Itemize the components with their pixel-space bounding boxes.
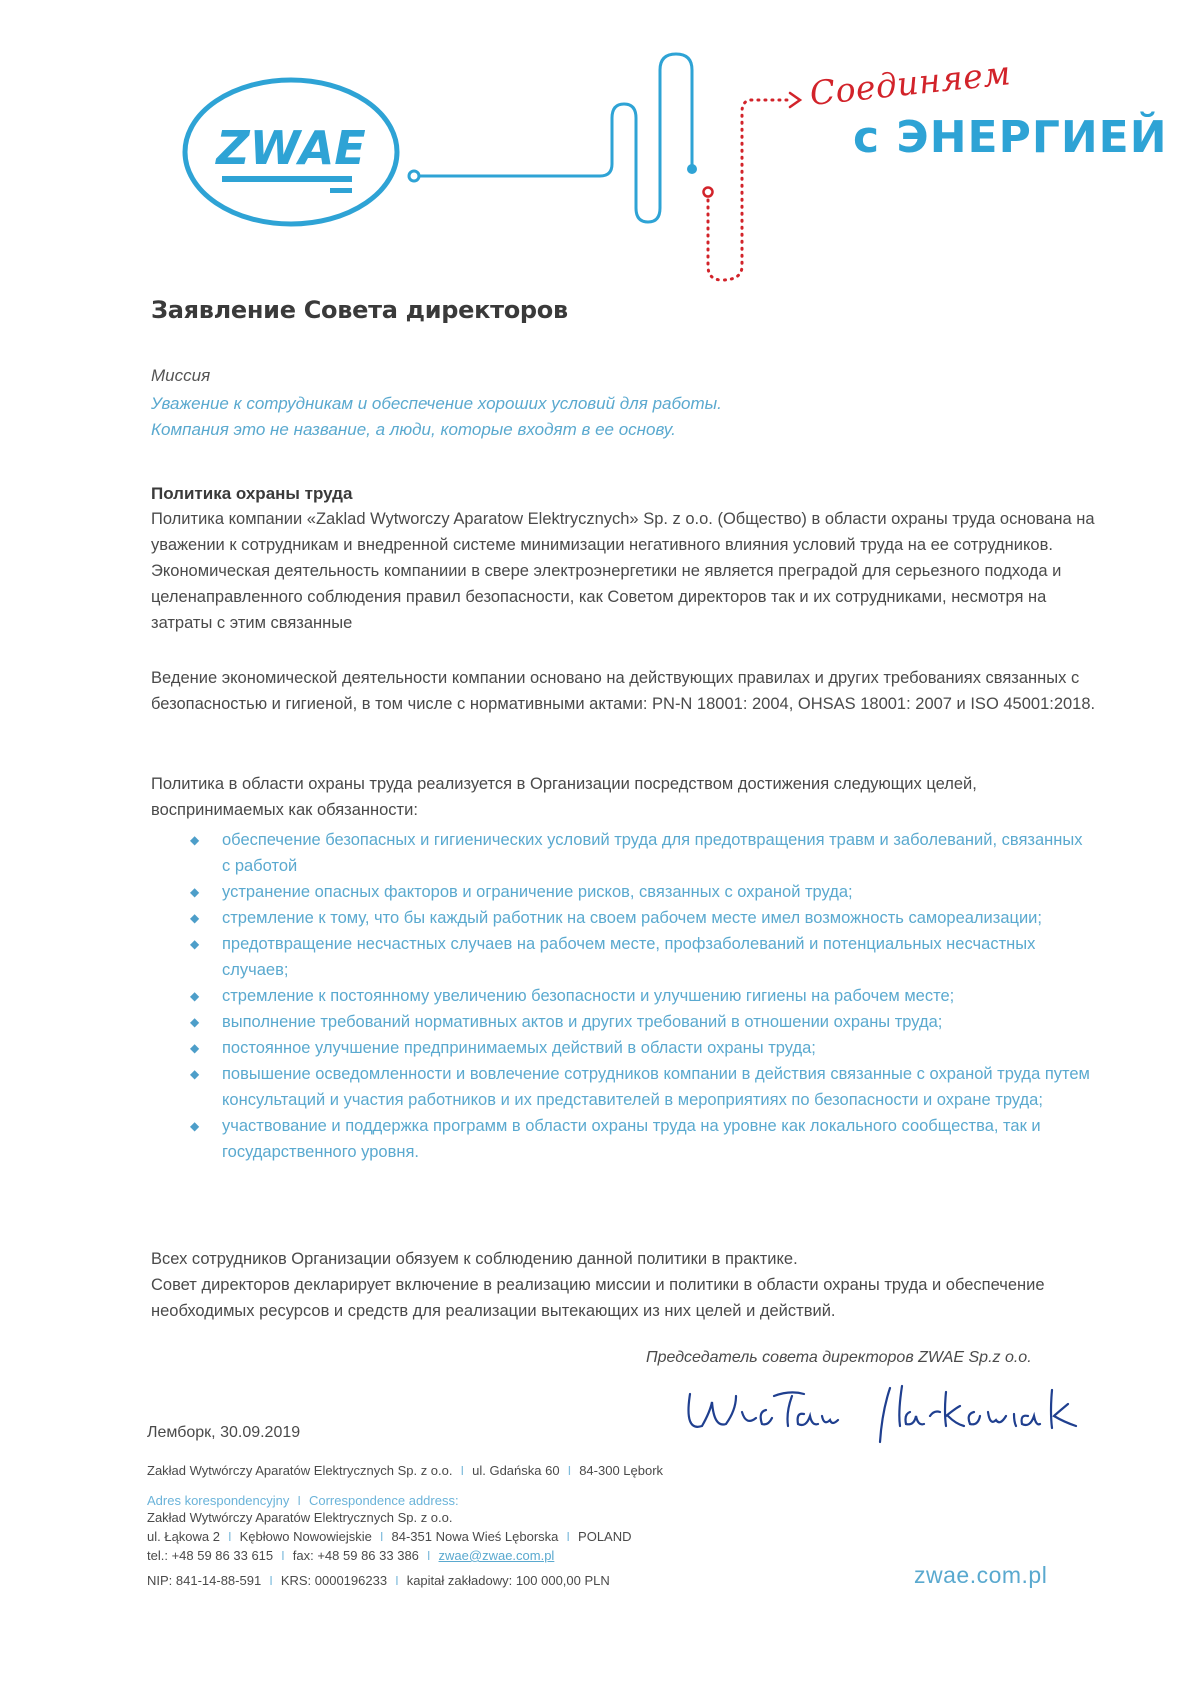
city-date: Лемборк, 30.09.2019: [147, 1424, 301, 1441]
goal-item: ◆ устранение опасных факторов и ограничение рисков, связанных с охраной труда;: [190, 879, 1090, 905]
policy-heading: Политика охраны труда: [151, 484, 353, 503]
website-link[interactable]: zwae.com.pl: [914, 1562, 1048, 1588]
handwritten-signature: [680, 1372, 1100, 1452]
diamond-bullet-icon: ◆: [190, 1119, 200, 1133]
closing-line-2: Совет директоров декларирует включение в реализацию миссии и политики в области охраны труда и обеспечение необходимых ресурсов и средств для реализации вытекающих из них целей и действий.: [151, 1276, 1045, 1320]
goal-item: ◆ выполнение требований нормативных актов и других требований в отношении охраны труда;: [190, 1009, 1090, 1035]
phone-number: tel.: +48 59 86 33 615: [147, 1548, 274, 1563]
policy-paragraph-3: Политика в области охраны труда реализуется в Организации посредством достижения следующих целей, воспринимаемых как обязанности:: [151, 775, 977, 819]
signature-title: Председатель совета директоров ZWAE Sp.z o.o.: [646, 1349, 1032, 1366]
goal-item: ◆ участвование и поддержка программ в области охраны труда на уровне как локального сообщества, так и государственного уровня.: [190, 1113, 1090, 1165]
diamond-bullet-icon: ◆: [190, 833, 200, 847]
policy-paragraph-2: Ведение экономической деятельности компании основано на действующих правилах и других требованиях связанных с безопасностью и гигиеной, в том числе с нормативными актами: PN-N 18001: 2004, OHSAS 18001: 2007 и ISO 45001:2018.: [151, 669, 1096, 713]
page-title: Заявление Совета директоров: [151, 296, 568, 324]
footer-registered-address: Zakład Wytwórczy Aparatów Elektrycznych Sp. z o.o. I ul. Gdańska 60 I 84-300 Lębork: [147, 1463, 664, 1478]
mission-line: Компания это не название, а люди, которые входят в ее основу.: [151, 420, 676, 439]
footer-registry: NIP: 841-14-88-591 I KRS: 0000196233 I kapitał zakładowy: 100 000,00 PLN: [147, 1573, 610, 1588]
zwae-logo-icon: [180, 72, 402, 232]
slogan-main: с ЭНЕРГИЕЙ: [853, 112, 1168, 163]
diamond-bullet-icon: ◆: [190, 1067, 200, 1081]
goal-item: ◆ обеспечение безопасных и гигиенических условий труда для предотвращения травм и заболеваний, связанных с работой: [190, 827, 1090, 879]
closing-line-1: Всех сотрудников Организации обязуем к соблюдению данной политики в практике.: [151, 1250, 798, 1268]
goal-item: ◆ предотвращение несчастных случаев на рабочем месте, профзаболеваний и потенциальных несчастных случаев;: [190, 931, 1090, 983]
goal-item: ◆ стремление к тому, что бы каждый работник на своем рабочем месте имел возможность самореализации;: [190, 905, 1090, 931]
footer-correspondence-address: ul. Łąkowa 2 I Kębłowo Nowowiejskie I 84-351 Nowa Wieś Lęborska I POLAND: [147, 1529, 632, 1544]
goal-item: ◆ повышение осведомленности и вовлечение сотрудников компании в действия связанные с охраной труда путем консультаций и участия работников и их представителей в мероприятиях по безопасности и охране труда;: [190, 1061, 1090, 1113]
diamond-bullet-icon: ◆: [190, 911, 200, 925]
footer-correspondence-company: Zakład Wytwórczy Aparatów Elektrycznych Sp. z o.o.: [147, 1510, 453, 1525]
svg-text:ZWAE: ZWAE: [216, 121, 366, 175]
footer-contact: tel.: +48 59 86 33 615 I fax: +48 59 86 33 386 I zwae@zwae.com.pl: [147, 1548, 555, 1563]
diamond-bullet-icon: ◆: [190, 885, 200, 899]
mission-line: Уважение к сотрудникам и обеспечение хороших условий для работы.: [151, 394, 722, 413]
diamond-bullet-icon: ◆: [190, 989, 200, 1003]
diamond-bullet-icon: ◆: [190, 1041, 200, 1055]
goals-list: [190, 827, 1090, 1165]
footer-correspondence-label: Adres korespondencyjny I Correspondence address:: [147, 1493, 459, 1508]
policy-paragraph-1: Политика компании «Zaklad Wytworczy Aparatow Elektrycznych» Sp. z o.o. (Общество) в области охраны труда основана на уважении к сотрудникам и внедренной системе минимизации негативного влияния условий труда на ее сотрудников. Экономическая деятельность компаниии в свере электроэнергетики не является преградой для серьезного подхода и целенаправленного соблюдения правил безопасности, как Советом директоров так и их сотрудниками, несмотря на затраты с этим связанные: [151, 510, 1095, 632]
fax-number: fax: +48 59 86 33 386: [292, 1548, 419, 1563]
diamond-bullet-icon: ◆: [190, 937, 200, 951]
slogan-script: Соединяем: [807, 53, 1013, 113]
email-link[interactable]: zwae@zwae.com.pl: [438, 1548, 555, 1563]
company-logo: [180, 72, 402, 232]
diamond-bullet-icon: ◆: [190, 1015, 200, 1029]
goal-item: ◆ постоянное улучшение предпринимаемых действий в области охраны труда;: [190, 1035, 1090, 1061]
mission-label: Миссия: [151, 366, 211, 385]
goal-item: ◆ стремление к постоянному увеличению безопасности и улучшению гигиены на рабочем месте;: [190, 983, 1090, 1009]
